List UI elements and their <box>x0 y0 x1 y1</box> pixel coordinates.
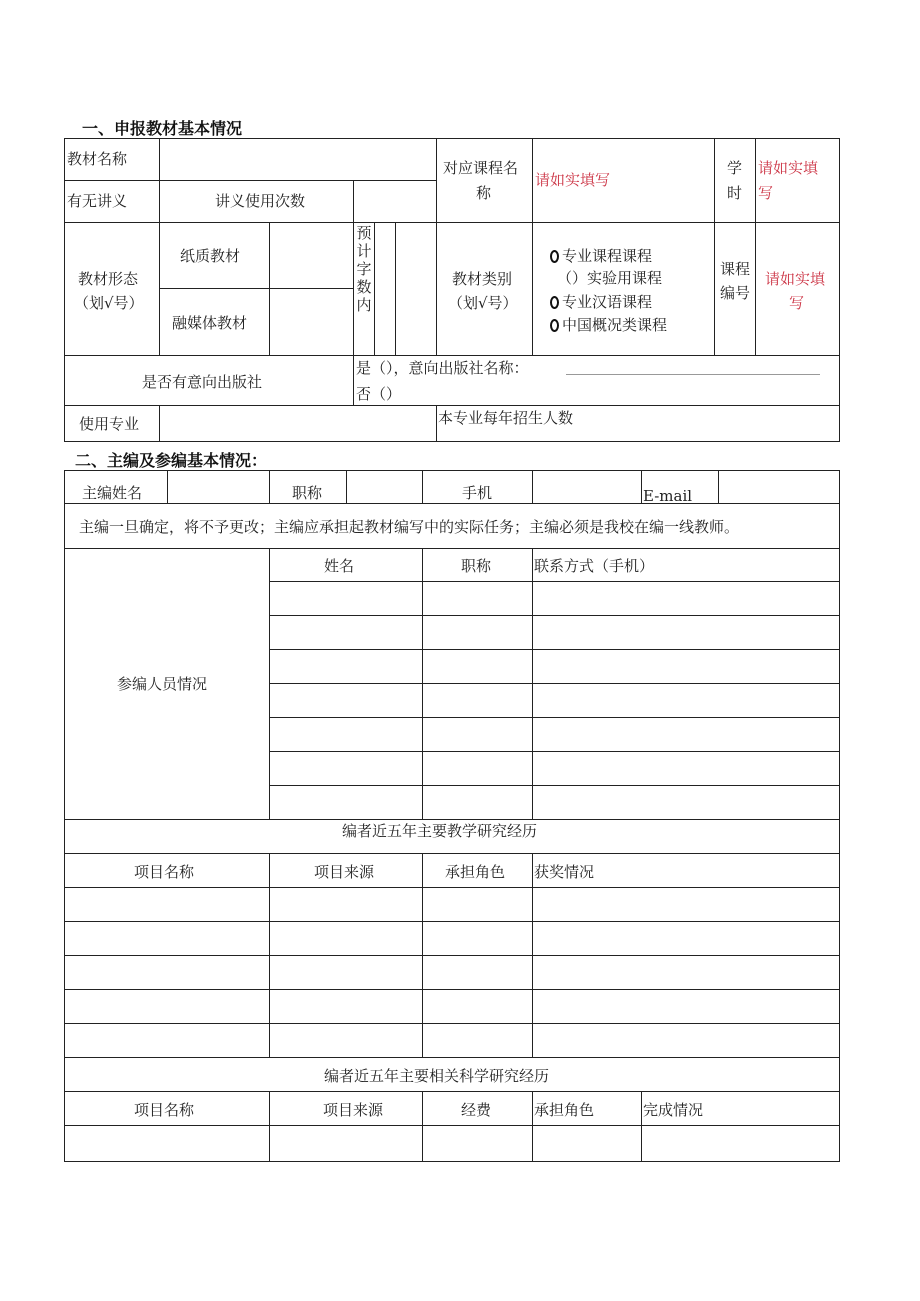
teaching-header-award: 获奖情况 <box>534 863 595 881</box>
category-option-3[interactable]: 专业汉语课程 <box>550 292 652 312</box>
major-label: 使用专业 <box>79 415 140 433</box>
publisher-intent-label: 是否有意向出版社 <box>142 373 263 391</box>
section2-heading: 二、主编及参编基本情况： <box>75 451 268 470</box>
radio-circle-icon[interactable] <box>550 250 559 263</box>
category-option-2[interactable]: （）实验用课程 <box>557 269 663 287</box>
research-header-source: 项目来源 <box>323 1101 384 1119</box>
participants-label: 参编人员情况 <box>117 675 208 693</box>
publisher-name-line[interactable] <box>566 374 820 375</box>
teaching-title: 编者近五年主要教学研究经历 <box>342 822 538 840</box>
category-label: 教材类别 <box>452 270 513 288</box>
hours-placeholder[interactable]: 请如实填 <box>758 159 819 177</box>
participants-header-contact: 联系方式（手机） <box>534 557 655 575</box>
media-label: 融媒体教材 <box>172 314 248 332</box>
title-label: 职称 <box>292 484 323 502</box>
phone-label: 手机 <box>462 484 493 502</box>
participants-header-title: 职称 <box>461 557 492 575</box>
radio-circle-icon[interactable] <box>550 319 559 332</box>
lecture-label: 有无讲义 <box>67 192 128 210</box>
radio-circle-icon[interactable] <box>550 296 559 309</box>
teaching-header-source: 项目来源 <box>314 863 375 881</box>
course-code-label: 课程编号 <box>719 260 750 302</box>
course-code-placeholder-2[interactable]: 写 <box>789 294 805 312</box>
category-option-4[interactable]: 中国概况类课程 <box>550 315 667 335</box>
textbook-name-label: 教材名称 <box>67 150 128 168</box>
hours-label-2: 时 <box>727 184 743 202</box>
word-count-label: 预计字数内 <box>356 224 372 314</box>
hours-placeholder-2[interactable]: 写 <box>758 184 774 202</box>
section1-heading: 一、申报教材基本情况 <box>82 119 243 138</box>
paper-label: 纸质教材 <box>180 247 241 265</box>
category-option-1[interactable]: 专业课程课程 <box>550 246 652 266</box>
research-header-funding: 经费 <box>461 1101 492 1119</box>
form-label-2: （划√号） <box>74 294 144 312</box>
publisher-yes[interactable]: 是（），意向出版社名称： <box>356 359 529 377</box>
form-label: 教材形态 <box>78 270 139 288</box>
chief-name-label: 主编姓名 <box>82 484 143 502</box>
research-title: 编者近五年主要相关科学研究经历 <box>324 1067 550 1085</box>
research-header-project: 项目名称 <box>134 1101 195 1119</box>
course-name-placeholder[interactable]: 请如实填写 <box>535 171 611 189</box>
teaching-header-project: 项目名称 <box>134 863 195 881</box>
publisher-no[interactable]: 否（） <box>356 385 402 403</box>
email-label: E-mail <box>643 487 693 505</box>
hours-label: 学 <box>727 159 743 177</box>
lecture-uses-label: 讲义使用次数 <box>215 192 306 210</box>
participants-header-name: 姓名 <box>324 557 355 575</box>
course-name-label: 对应课程名 <box>443 159 519 177</box>
course-code-placeholder[interactable]: 请如实填 <box>765 270 826 288</box>
enrollment-label: 本专业每年招生人数 <box>438 409 574 427</box>
course-name-label-2: 称 <box>476 184 492 202</box>
research-header-completion: 完成情况 <box>643 1101 704 1119</box>
teaching-header-role: 承担角色 <box>445 863 506 881</box>
category-label-2: （划√号） <box>448 294 518 312</box>
chief-editor-notice: 主编一旦确定，将不予更改；主编应承担起教材编写中的实际任务；主编必须是我校在编一线教师。 <box>79 518 740 536</box>
research-header-role: 承担角色 <box>534 1101 595 1119</box>
